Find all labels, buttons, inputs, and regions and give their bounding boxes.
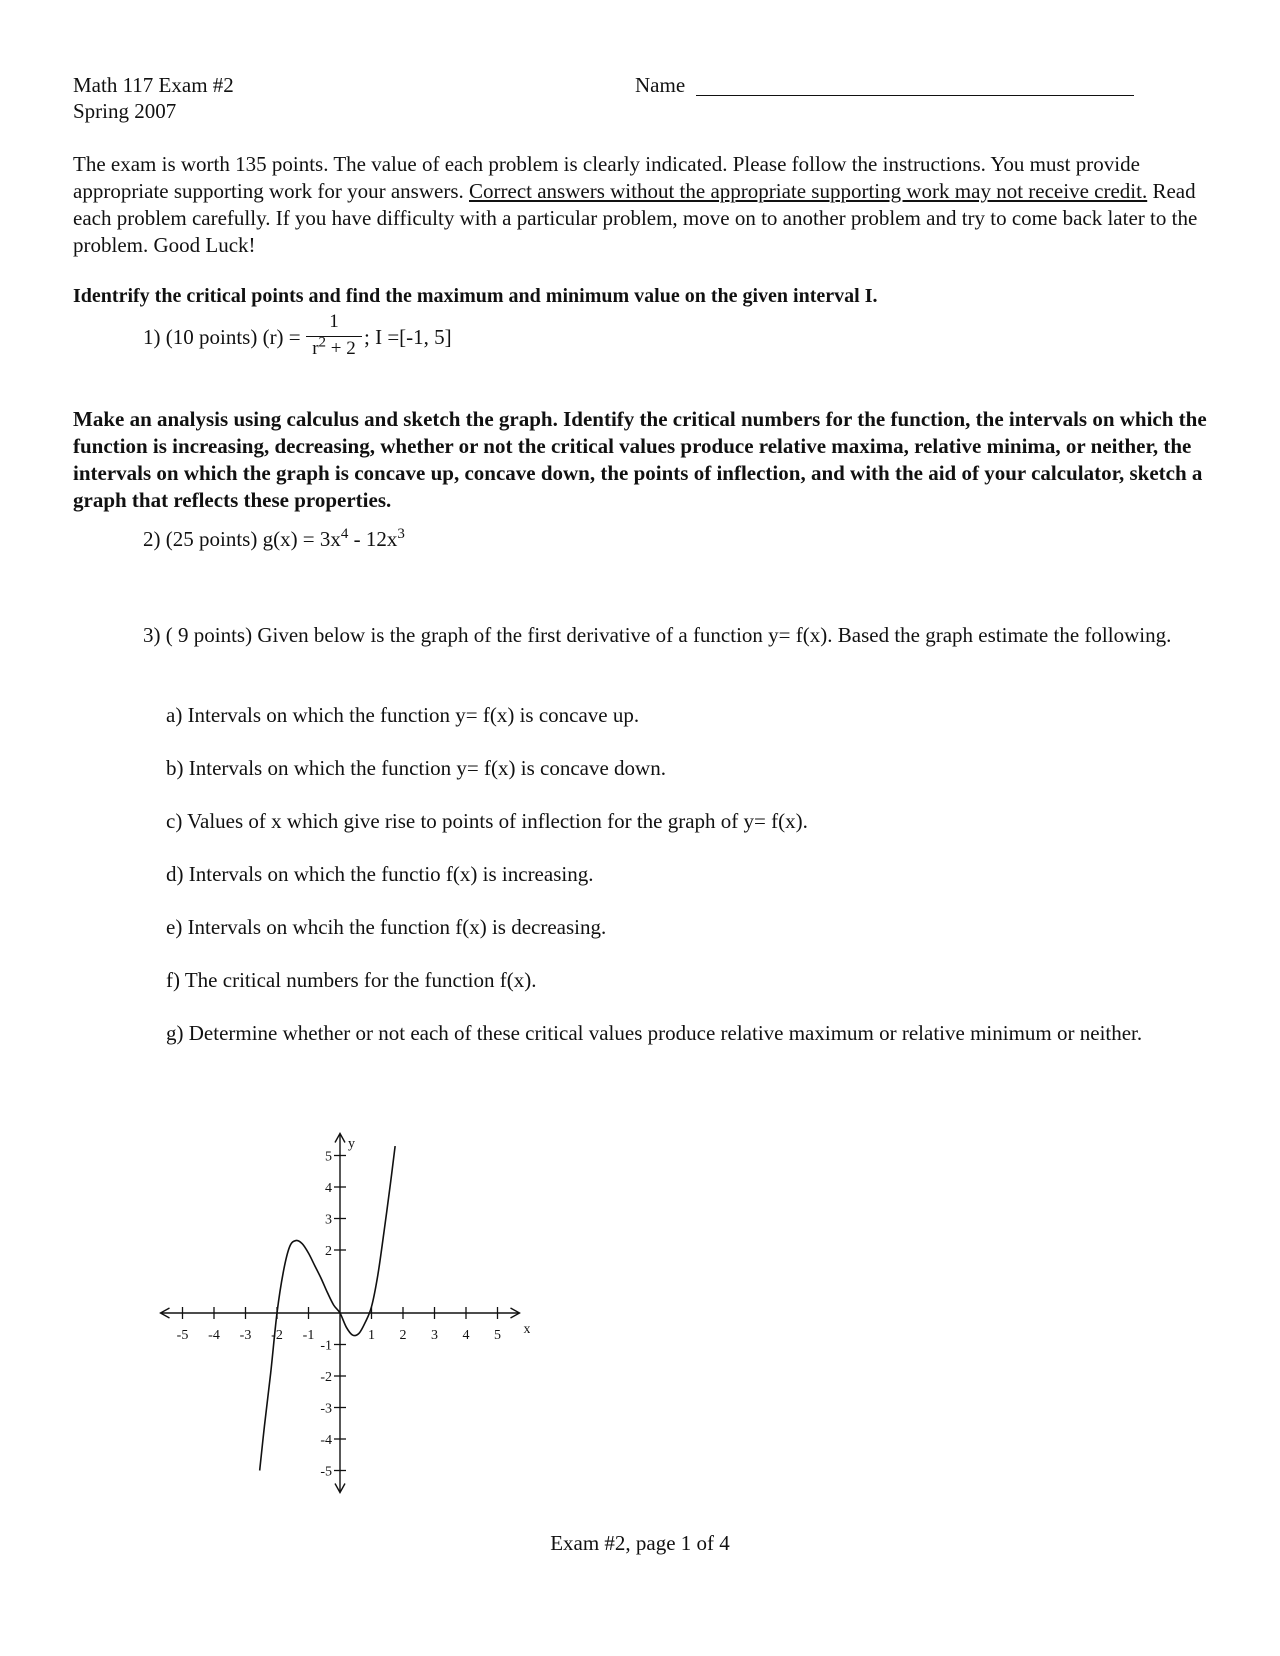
y-axis-label: y bbox=[348, 1136, 355, 1152]
problem2-prefix: 2) (25 points) g(x) = 3x bbox=[143, 527, 341, 551]
problem1-interval: ; I =[-1, 5] bbox=[364, 325, 452, 349]
problem1-denominator bbox=[306, 334, 362, 360]
x-tick-label: 5 bbox=[494, 1328, 501, 1343]
derivative-graph bbox=[150, 1120, 530, 1500]
y-tick-label: 5 bbox=[325, 1149, 332, 1165]
course-title: Math 117 Exam #2 bbox=[73, 73, 234, 97]
intro-warning: Correct answers without the appropriate supporting work may not receive credit. bbox=[469, 179, 1148, 203]
x-axis-label: x bbox=[523, 1322, 530, 1337]
part-f: f) The critical numbers for the function f(x). bbox=[166, 968, 537, 992]
problem1-numerator: 1 bbox=[329, 311, 339, 332]
den-rest: + 2 bbox=[326, 338, 356, 359]
problem2-middle: - 12x bbox=[348, 527, 398, 551]
y-tick-label: -5 bbox=[320, 1464, 332, 1480]
y-tick-label: 3 bbox=[325, 1212, 332, 1228]
part-c: c) Values of x which give rise to points of inflection for the graph of y= f(x). bbox=[166, 809, 808, 833]
den-base: r bbox=[312, 338, 319, 359]
problem2 bbox=[143, 526, 405, 553]
den-exp: 2 bbox=[318, 334, 327, 351]
y-tick-label: 4 bbox=[325, 1181, 332, 1196]
intro-text-2: Read each problem carefully. If you have difficulty with a particular problem, move on to another problem and try to come back later to the problem. Good Luck! bbox=[73, 179, 1198, 257]
x-tick-label: 1 bbox=[368, 1328, 375, 1343]
name-field[interactable] bbox=[696, 95, 1134, 96]
term: Spring 2007 bbox=[73, 99, 177, 123]
x-tick-label: 4 bbox=[462, 1328, 470, 1343]
section2-instruction: Make an analysis using calculus and sketch the graph. Identify the critical numbers for the function, the intervals on which the function is increasing, decreasing, whether or not the critical values produce relative maxima, relative minima, or neither, the intervals on which the graph is concave up, concave down, the points of inflection, and with the aid of your calculator, sketch a graph that reflects these properties. bbox=[73, 407, 1207, 512]
x-tick-label: -4 bbox=[208, 1328, 220, 1343]
problem2-exp1: 4 bbox=[340, 526, 349, 542]
part-a: a) Intervals on which the function y= f(x) is concave up. bbox=[166, 703, 640, 727]
y-tick-label: -3 bbox=[320, 1401, 332, 1417]
section1-instruction: Identrify the critical points and find the maximum and minimum value on the given interval I. bbox=[73, 285, 878, 307]
part-b: b) Intervals on which the function y= f(x) is concave down. bbox=[166, 756, 666, 780]
y-tick-label: -2 bbox=[320, 1370, 332, 1385]
tick-labels bbox=[177, 1137, 530, 1480]
x-tick-label: -2 bbox=[271, 1328, 283, 1343]
part-d: d) Intervals on which the functio f(x) is increasing. bbox=[166, 862, 594, 886]
x-tick-label: -3 bbox=[239, 1328, 252, 1343]
y-tick-label: -4 bbox=[320, 1433, 332, 1448]
part-g: g) Determine whether or not each of these critical values produce relative maximum or relative minimum or neither. bbox=[166, 1021, 1143, 1045]
problem2-exp2: 3 bbox=[397, 526, 405, 542]
problem3-intro: 3) ( 9 points) Given below is the graph of the first derivative of a function y= f(x). Based the graph estimate the following. bbox=[143, 623, 1172, 647]
x-tick-label: 2 bbox=[399, 1328, 407, 1343]
y-tick-label: -1 bbox=[320, 1338, 332, 1354]
y-tick-label: 2 bbox=[325, 1244, 332, 1259]
fraction-bar bbox=[306, 336, 362, 337]
page-footer: Exam #2, page 1 of 4 bbox=[550, 1531, 730, 1555]
x-tick-label: -5 bbox=[176, 1328, 189, 1343]
name-label: Name bbox=[635, 73, 686, 97]
intro-paragraph bbox=[73, 151, 1203, 259]
part-e: e) Intervals on whcih the function f(x) is decreasing. bbox=[166, 915, 607, 939]
intro-text-1: The exam is worth 135 points. The value of each problem is clearly indicated. Please follow the instructions. You must provide appropriate supporting work for your answers. bbox=[73, 152, 1140, 203]
x-tick-label: 3 bbox=[431, 1328, 438, 1343]
problem1-prefix: 1) (10 points) (r) = bbox=[143, 325, 301, 349]
x-tick-label: -1 bbox=[302, 1328, 315, 1343]
